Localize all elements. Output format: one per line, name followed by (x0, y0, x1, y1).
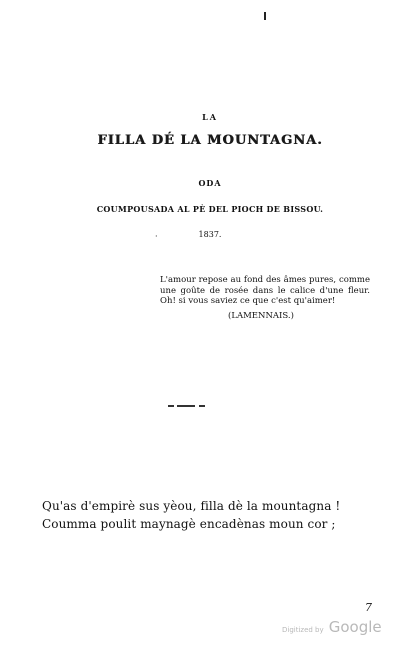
verse-line-1: Qu'as d'empirè sus yèou, filla dè la mountagna ! (42, 499, 341, 513)
epigraph-quote: L'amour repose au fond des âmes pures, comme une goûte de rosée dans le calice d'une fleur. Oh! si vous saviez ce que c'est qu'aimer! (160, 275, 370, 306)
margin-tick-mark (264, 12, 266, 20)
poem-subtitle: ODA (198, 178, 222, 188)
page-mark: 7 (365, 601, 372, 614)
heading-la: LA (202, 112, 218, 122)
stray-dot: · (155, 232, 158, 241)
watermark-google-text: Google (328, 618, 382, 636)
composition-note: COUMPOUSADA AL PÈ DEL PIOCH DE BISSOU. (96, 204, 324, 214)
verse-line-2: Coumma poulit maynagè encadènas moun cor ; (42, 517, 336, 531)
digitized-watermark (282, 617, 382, 636)
epigraph-attribution: (LAMENNAIS.) (228, 311, 294, 321)
section-divider (168, 405, 208, 408)
poem-title: FILLA DÉ LA MOUNTAGNA. (97, 133, 323, 148)
year-label: 1837. (198, 230, 222, 239)
watermark-small-text: Digitized by (282, 626, 324, 634)
